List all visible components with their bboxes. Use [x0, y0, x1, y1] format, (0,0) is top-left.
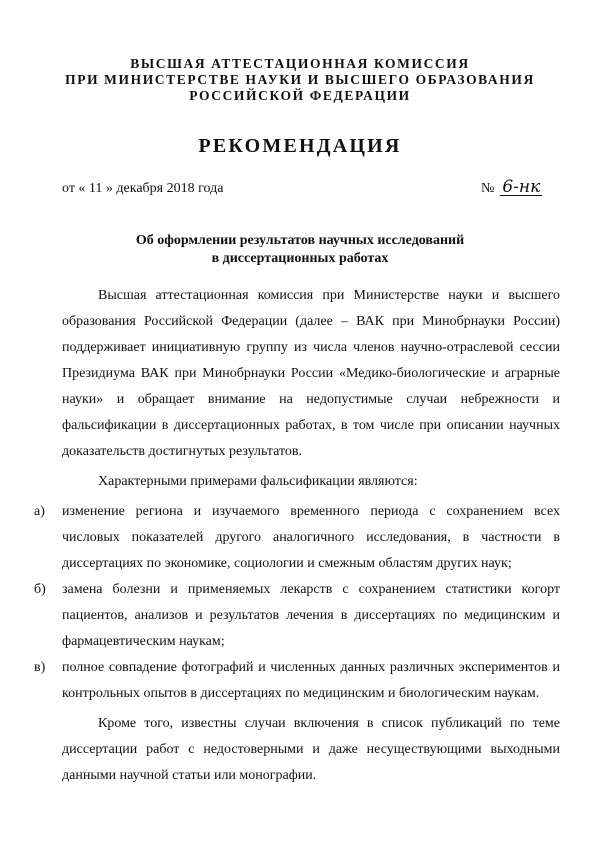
list-item-marker: в) — [34, 660, 46, 675]
falsification-examples-list — [34, 499, 560, 707]
issuer-header — [0, 56, 600, 104]
list-item-marker: б) — [34, 582, 46, 597]
list-item-text: изменение региона и изучаемого временного периода с сохранением всех числовых показателей другого аналогичного исследования, в частности в диссертациях по экономике, социологии и смежным областям других наук; — [62, 504, 560, 571]
document-subject-line-1: Об оформлении результатов научных исследований — [135, 233, 465, 248]
body-paragraph-2: Характерными примерами фальсификации являются: — [98, 474, 418, 489]
document-subject — [0, 232, 600, 268]
issuer-header-line-3: РОССИЙСКОЙ ФЕДЕРАЦИИ — [189, 88, 411, 103]
document-date: от « 11 » декабря 2018 года — [62, 181, 224, 196]
document-subject-line-2: в диссертационных работах — [211, 251, 389, 266]
document-body — [34, 283, 560, 789]
document-number-label: № — [481, 181, 495, 196]
list-item-marker: а) — [34, 504, 45, 519]
list-item — [34, 499, 560, 577]
document-number-handwritten: 6-нк — [502, 177, 541, 197]
list-item — [34, 577, 560, 655]
issuer-header-line-2: ПРИ МИНИСТЕРСТВЕ НАУКИ И ВЫСШЕГО ОБРАЗОВАНИЯ — [65, 72, 535, 87]
document-number — [481, 177, 542, 197]
document-title: РЕКОМЕНДАЦИЯ — [198, 135, 402, 157]
list-item — [34, 655, 560, 707]
body-paragraph-1: Высшая аттестационная комиссия при Министерстве науки и высшего образования Российской Федерации (далее – ВАК при Минобрнауки России) поддерживает инициативную группу из числа членов научно-отраслевой сессии Президиума ВАК при Минобрнауки России «Медико-биологические и аграрные науки» и обращает внимание на недопустимые случаи небрежности и фальсификации в диссертационных работах, в том числе при описании научных доказательств достигнутых результатов. — [62, 288, 560, 459]
list-item-text: полное совпадение фотографий и численных данных различных экспериментов и контрольных опытов в диссертациях по медицинским и биологическим наукам. — [62, 660, 560, 701]
issuer-header-line-1: ВЫСШАЯ АТТЕСТАЦИОННАЯ КОМИССИЯ — [130, 56, 470, 71]
list-item-text: замена болезни и применяемых лекарств с сохранением статистики когорт пациентов, анализов и результатов лечения в диссертациях по медицинским и фармацевтическим наукам; — [62, 582, 560, 649]
body-paragraph-3: Кроме того, известны случаи включения в список публикаций по теме диссертации работ с недостоверными и даже несуществующими выходными данными научной статьи или монографии. — [62, 716, 560, 783]
